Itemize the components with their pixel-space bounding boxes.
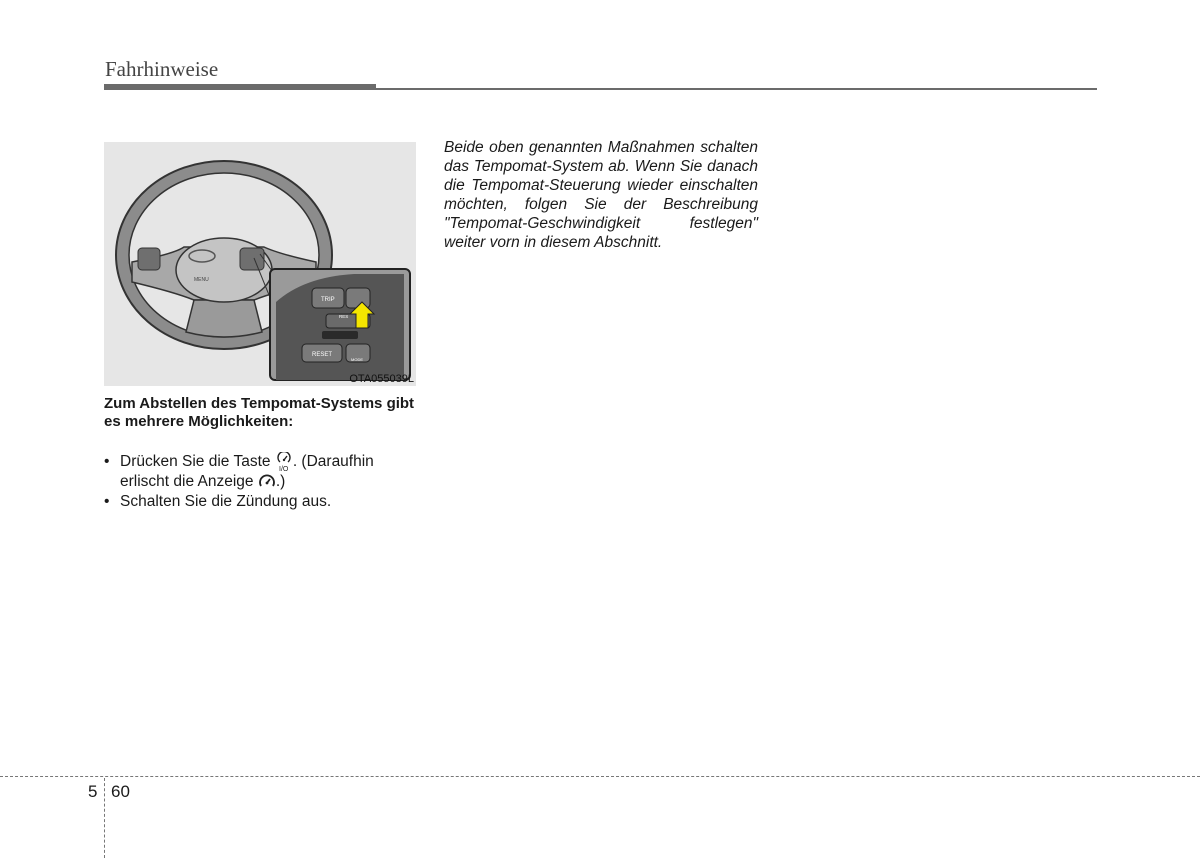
header-rule-thin: [376, 88, 1097, 90]
bullet-list: [104, 452, 422, 512]
cruise-cancel-button-icon: [275, 452, 293, 472]
reset-label: RESET: [312, 352, 333, 358]
steering-wheel-figure: [104, 142, 416, 386]
page-header-title: Fahrhinweise: [105, 57, 219, 81]
steering-wheel-illustration: [104, 142, 416, 386]
res-label: RES: [339, 314, 349, 319]
mode-label: MODE: [351, 357, 363, 362]
caption-heading: Zum Abstellen des Tempomat-Systems gibt es mehrere Möglichkeiten:: [104, 395, 415, 430]
footer-rule: [0, 776, 1200, 777]
footer-divider: [104, 778, 105, 858]
cruise-indicator-icon: [258, 474, 276, 490]
chapter-number: 5: [88, 782, 98, 801]
list-item: • Schalten Sie die Zündung aus.: [104, 493, 332, 511]
italic-paragraph: Beide oben genannten Maßnahmen schalten das Tempomat-System ab. Wenn Sie danach die Tempomat-Steuerung wieder einschalten möchten, folgen Sie der Beschreibung "Tempomat-Geschwindigkeit festlegen" weiter vorn in diesem Abschnitt.: [444, 139, 758, 251]
list-item: • Drücken Sie die Taste I/O . (Daraufhin erlischt die Anzeige .): [104, 453, 374, 491]
figure-code: OTA055039L: [349, 373, 414, 385]
header-rule-thick: [104, 84, 376, 90]
svg-text:I/O: I/O: [278, 466, 289, 472]
page-number: 60: [111, 782, 130, 801]
menu-label: MENU: [194, 277, 209, 283]
trip-label: TRIP: [321, 297, 335, 303]
